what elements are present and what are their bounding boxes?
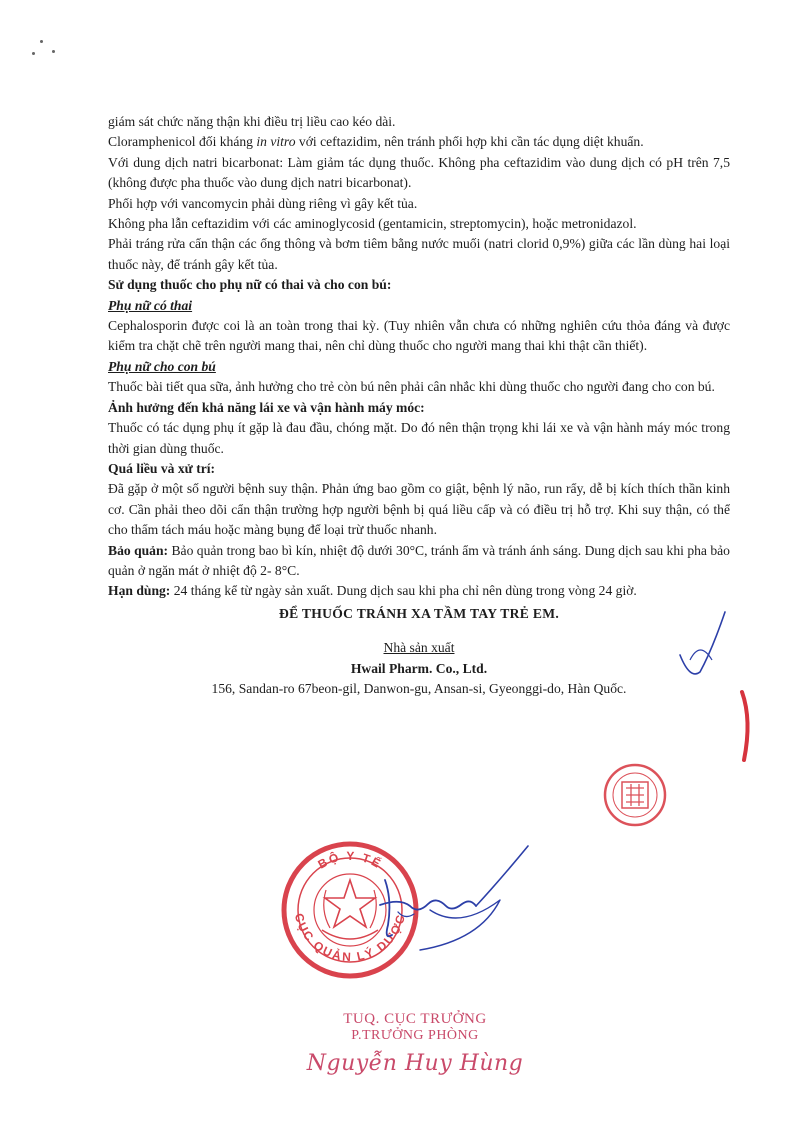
official-stamp: [284, 844, 416, 976]
section-heading-pregnancy: Sử dụng thuốc cho phụ nữ có thai và cho con bú:: [108, 277, 392, 293]
safety-warning: ĐỂ THUỐC TRÁNH XA TẦM TAY TRẺ EM.: [278, 605, 560, 621]
section-heading-overdose: Quá liều và xử trí:: [108, 460, 216, 476]
handwritten-check: [680, 612, 725, 674]
company-seal: [605, 765, 665, 825]
official-signature: [380, 846, 528, 950]
text-line: Không pha lẫn ceftazidim với các aminoglycosid (gentamicin, streptomycin), hoặc metronidazol.: [108, 216, 637, 232]
svg-text:CỤC QUẢN LÝ DƯỢC: [292, 912, 409, 964]
section-heading-driving: Ảnh hưởng đến khả năng lái xe và vận hành máy móc:: [108, 399, 425, 415]
signature-block: [300, 1010, 530, 1078]
handwritten-check: [690, 650, 712, 660]
manufacturer-label: Nhà sản xuất: [383, 640, 455, 656]
subheading-pregnant-women: Phụ nữ có thai: [108, 297, 193, 313]
signatory-name: Nguyễn Huy Hùng: [306, 1051, 524, 1076]
text-line: giám sát chức năng thận khi điều trị liều cao kéo dài.: [108, 114, 396, 129]
paragraph: Thuốc có tác dụng phụ ít gặp là đau đầu, chóng mặt. Do đó nên thận trọng khi lái xe và vận hành máy móc trong thời gian dùng thuốc.: [108, 420, 730, 456]
signature-subtitle: P.TRƯỞNG PHÒNG: [351, 1028, 479, 1043]
stamp-top-text: BỘ Y TẾ: [315, 848, 385, 872]
text-fragment: với ceftazidim, nên tránh phối hợp khi cần tác dụng diệt khuẩn.: [295, 134, 644, 150]
paragraph: Thuốc bài tiết qua sữa, ảnh hưởng cho trẻ còn bú nên phải cân nhắc khi dùng thuốc cho người đang cho con bú.: [108, 379, 715, 395]
text-emphasis: in vitro: [256, 134, 296, 150]
text-line: Phải tráng rửa cẩn thận các ống thông và bơm tiêm bằng nước muối (natri clorid 0,9%) giữa các lần dùng hai loại thuốc này, để tránh gây kết tủa.: [108, 236, 730, 272]
expiry-label: Hạn dùng:: [108, 583, 171, 599]
signature-title: TUQ. CỤC TRƯỞNG: [343, 1011, 487, 1027]
manufacturer-address: 156, Sandan-ro 67beon-gil, Danwon-gu, Ansan-si, Gyeonggi-do, Hàn Quốc.: [211, 680, 627, 696]
text-line: Với dung dịch natri bicarbonat: Làm giảm tác dụng thuốc. Không pha ceftazidim vào dung dịch có pH trên 7,5 (không được pha thuốc vào dung dịch natri bicarbonat).: [108, 154, 730, 191]
expiry-text: 24 tháng kể từ ngày sản xuất. Dung dịch sau khi pha chỉ nên dùng trong vòng 24 giờ.: [170, 583, 637, 599]
text-line: Phối hợp với vancomycin phải dùng riêng vì gây kết tủa.: [108, 195, 418, 211]
stamp-bottom-text: CỤC QUẢN LÝ DƯỢC: [291, 911, 409, 965]
svg-text:BỘ Y TẾ: [316, 849, 385, 872]
manufacturer-name: Hwail Pharm. Co., Ltd.: [350, 660, 488, 676]
paragraph: Đã gặp ở một số người bệnh suy thận. Phản ứng bao gồm co giật, bệnh lý não, run rẩy, dễ bị kích thích thần kinh cơ. Cần phải theo dõi cẩn thận trường hợp người bệnh bị quá liều cấp và có điều trị hỗ trợ. Khi suy thận, có thể cho thẩm tách máu hoặc màng bụng để loại trừ thuốc nhanh.: [108, 481, 730, 538]
subheading-breastfeeding: Phụ nữ cho con bú: [108, 358, 216, 374]
storage-text: Bảo quản trong bao bì kín, nhiệt độ dưới 30°C, tránh ẩm và tránh ánh sáng. Dung dịch sau khi pha bảo quản ở ngăn mát ở nhiệt độ 2- 8°C.: [108, 542, 730, 578]
margin-mark: [742, 692, 748, 760]
paragraph: Cephalosporin được coi là an toàn trong thai kỳ. (Tuy nhiên vẫn chưa có những nghiên cứu thỏa đáng và được kiểm tra chặt chẽ trên người mang thai, nên chỉ dùng thuốc cho người mang thai khi thật cần thiết).: [108, 318, 730, 354]
text-fragment: Cloramphenicol đối kháng: [108, 134, 257, 150]
storage-label: Bảo quản:: [108, 542, 169, 558]
